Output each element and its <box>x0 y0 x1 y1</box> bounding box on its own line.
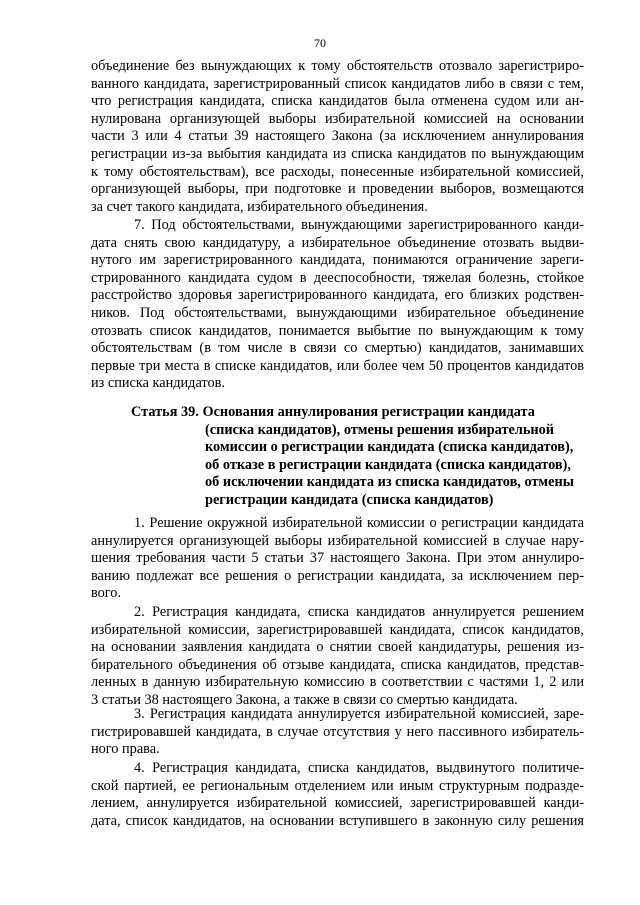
text-line: регистрации из-за выбытия кандидата из списка кандидатов по вынуждающим <box>91 145 584 162</box>
text-line: 1. Решение окружной избирательной комиссии о регистрации кандидата <box>134 515 584 531</box>
text-line: что регистрация кандидата, списка кандидатов была отменена судом или ан- <box>91 93 584 110</box>
text-line: шения требования части 5 статьи 37 настоящего Закона. При этом аннулиро- <box>91 550 584 567</box>
heading-line: об отказе в регистрации кандидата (списка кандидатов), <box>205 456 571 473</box>
article-heading <box>91 404 584 510</box>
text-line: из списка кандидатов. <box>91 375 225 392</box>
text-line: 7. Под обстоятельствами, вынуждающими зарегистрированного канди- <box>134 217 584 233</box>
text-line: стрированного кандидата судом в дееспособности, тяжелая болезнь, стойкое <box>91 269 584 286</box>
text-line: избирательной комиссии, зарегистрировавшей кандидата, список кандидатов, <box>91 621 584 638</box>
text-line: к тому обстоятельствам), все расходы, понесенные избирательной комиссией, <box>91 163 584 180</box>
text-line: ванного кандидата, зарегистрированный список кандидатов либо в связи с тем, <box>91 75 584 92</box>
text-line: на основании заявления кандидата о снятии своей кандидатуры, решения из- <box>91 639 584 656</box>
text-line: обстоятельствам (в том числе в связи со смертью) кандидатов, занимавших <box>91 340 584 357</box>
text-line: бирательного объединения об отзыве кандидата, списка кандидатов, представ- <box>91 656 584 673</box>
text-line: расстройство здоровья зарегистрированного кандидата, его близких родствен- <box>91 287 584 304</box>
text-line: гистрировавшей кандидата, в случае отсутствия у него пассивного избиратель- <box>91 723 584 740</box>
text-line: части 3 или 4 статьи 39 настоящего Закона (за исключением аннулирования <box>91 128 584 145</box>
text-line: 3. Регистрация кандидата аннулируется избирательной комиссией, заре- <box>134 706 584 722</box>
text-line: лением, аннулируется избирательной комиссией, зарегистрировавшей канди- <box>91 795 584 812</box>
heading-line: об исключении кандидата из списка кандидатов, отмены <box>205 474 574 491</box>
text-line: за счет такого кандидата, избирательного объединения. <box>91 198 428 215</box>
heading-line: (списка кандидатов), отмены решения избирательной <box>205 421 555 438</box>
page-number: 70 <box>314 36 326 50</box>
text-line: ленных в данную избирательную комиссию в соответствии с частями 1, 2 или <box>91 674 584 691</box>
text-line: нулирована организующей выборы избирательной комиссией на основании <box>91 110 584 127</box>
text-line: ской партией, ее региональным отделением или иным структурным подразде- <box>91 777 584 794</box>
text-line: аннулируется организующей выборы избирательной комиссией в случае нару- <box>91 532 584 549</box>
article-part-1 <box>91 515 584 603</box>
article-part-2 <box>91 604 584 710</box>
heading-line: регистрации кандидата (списка кандидатов) <box>205 491 494 508</box>
text-line: первые три места в списке кандидатов, или более чем 50 процентов кандидатов <box>91 357 584 374</box>
text-line: дата снять свою кандидатуру, а избирательное объединение отозвать выдви- <box>91 234 584 251</box>
text-line: объединение без вынуждающих к тому обстоятельств отозвало зарегистриро- <box>91 58 584 74</box>
paragraph-6-continuation <box>91 58 584 216</box>
heading-line: комиссии о регистрации кандидата (списка кандидатов), <box>205 439 574 456</box>
text-line: отозвать список кандидатов, понимается выбытие по вынуждающим к тому <box>91 322 584 339</box>
article-part-3 <box>91 706 584 759</box>
text-line: ников. Под обстоятельствами, вынуждающими избирательное объединение <box>91 304 584 321</box>
heading-line: Статья 39. Основания аннулирования регистрации кандидата <box>131 404 535 420</box>
text-line: вого. <box>91 585 122 602</box>
text-line: ного права. <box>91 741 160 758</box>
article-part-4 <box>91 760 584 830</box>
text-line: дата, список кандидатов, на основании вступившего в законную силу решения <box>91 812 584 829</box>
text-line: 3 статьи 38 настоящего Закона, а также в связи со смертью кандидата. <box>91 691 518 708</box>
text-line: 4. Регистрация кандидата, списка кандидатов, выдвинутого политиче- <box>134 760 584 776</box>
paragraph-7 <box>91 217 584 393</box>
text-line: нутого им зарегистрированного кандидата, понимаются ограничение зареги- <box>91 252 584 269</box>
text-line: ванию подлежат все решения о регистрации кандидата, за исключением пер- <box>91 567 584 584</box>
text-line: 2. Регистрация кандидата, списка кандидатов аннулируется решением <box>134 604 584 620</box>
text-line: организующей выборы, при подготовке и проведении выборов, возмещаются <box>91 181 584 198</box>
